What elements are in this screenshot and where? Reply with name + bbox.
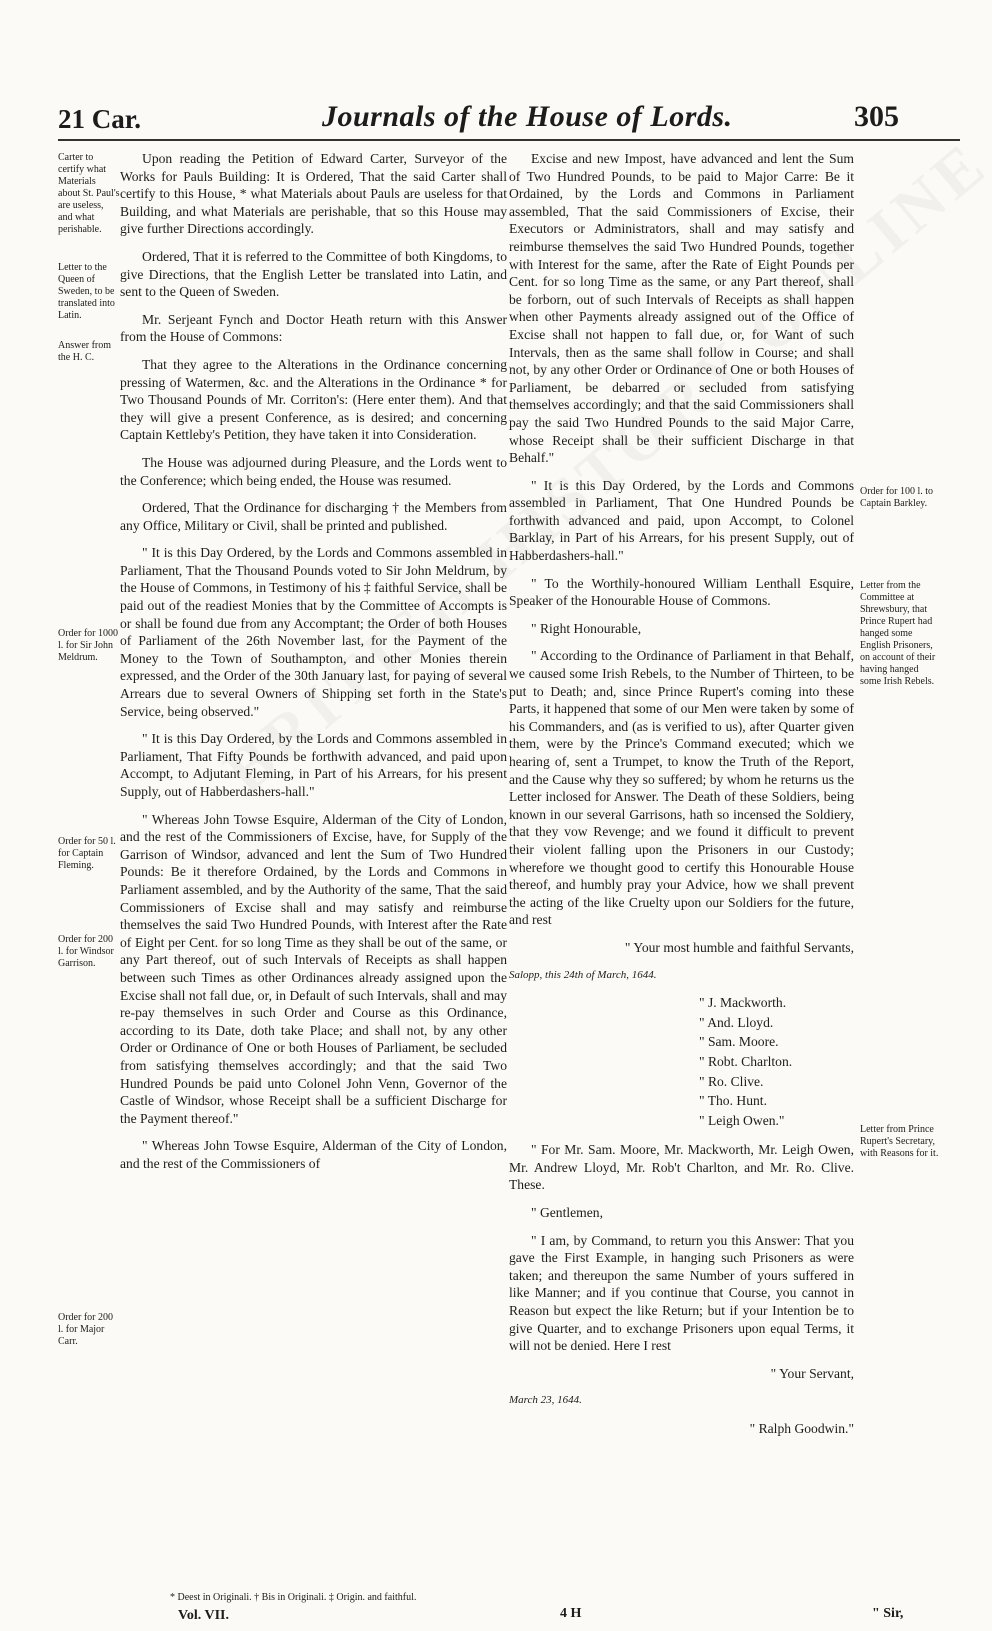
paragraph: " According to the Ordinance of Parliament in that Behalf, we caused some Irish Rebels, to the Number of Thirteen, to be put to Death; and, since Prince Rupert's coming into these Parts, it happened that some of our Men were taken by some of his Commanders, and (as is verified to us), after Quarter given them, were by the Prince's Command executed; which we hearing of, sent a Trumpet, to know the Truth of the Report, and the Cause why they so suffered; by whom he returns us the Letter inclosed for Answer. The Death of these Soldiers, being known in our several Garrisons, hath so incensed the Soldiery, that they vow Revenge; and we found it difficult to prevent their violent falling upon the Prisoners in our Custody; wherefore we thought good to certify this Honourable House thereof, and humbly pray your Advice, how we shall prevent the acting of the like Cruelty upon our Soldiers for the future, and rest bbox=[509, 648, 854, 928]
paragraph: Upon reading the Petition of Edward Carter, Surveyor of the Works for Pauls Building: It is Ordered, That the said Carter shall certify to this House, * what Materials about Pauls are useless for that Building, and what Materials are perishable, that so this House may give further Directions accordingly. bbox=[120, 151, 507, 237]
margin-note-rupert-secretary: Letter from Prince Rupert's Secretary, with Reasons for it. bbox=[860, 1124, 939, 1159]
letter-address: " For Mr. Sam. Moore, Mr. Mackworth, Mr. Leigh Owen, Mr. Andrew Lloyd, Mr. Rob't Charlton, and Mr. Ro. Clive. These. bbox=[509, 1142, 854, 1193]
paragraph: Ordered, That the Ordinance for discharging † the Members from any Office, Military or Civil, shall be printed and published. bbox=[120, 500, 507, 533]
header-title: Journals of the House of Lords. bbox=[322, 100, 733, 133]
signer-name: " Sam. Moore. bbox=[699, 1034, 779, 1050]
paragraph: That they agree to the Alterations in the Ordinance concerning pressing of Watermen, &c. and the Alterations in the Ordinance * for Two Thousand Pounds of Mr. Corriton's: (Here enter them). And that they will give a present Conference, as is desired; and concerning Captain Kettleby's Petition, they have taken it into Consideration. bbox=[120, 356, 507, 443]
letter-salutation: " Gentlemen, bbox=[531, 1205, 603, 1221]
footnotes: * Deest in Originali. † Bis in Originali. ‡ Origin. and faithful. bbox=[170, 1592, 417, 1603]
signer-name: " Leigh Owen." bbox=[699, 1112, 785, 1128]
letter-place-date: Salopp, this 24th of March, 1644. bbox=[509, 968, 657, 981]
signer-name: " And. Lloyd. bbox=[699, 1014, 774, 1030]
paragraph: " Right Honourable, bbox=[531, 620, 642, 636]
paragraph: The House was adjourned during Pleasure, and the Lords went to the Conference; which being ended, the House was resumed. bbox=[120, 454, 507, 488]
paragraph: " Whereas John Towse Esquire, Alderman of the City of London, and the rest of the Commissioners of bbox=[120, 1138, 507, 1171]
letter-body: " I am, by Command, to return you this Answer: That you gave the First Example, in hanging such Prisoners as were taken; and thereupon the same Number of yours suffered in like Manner; and if you continue that Course, you cannot in Reason but expect the like Return; but if your Intention be to give Quarter, and to exchange Prisoners upon equal Terms, it will not be denied. Here I rest bbox=[509, 1232, 854, 1354]
paragraph: " Whereas John Towse Esquire, Alderman of the City of London, and the rest of the Commissioners of Excise, have, for Supply of the Garrison of Windsor, advanced and lent the Sum of Two Hundred Pounds: Be it therefore Ordained, by the Lords and Commons in Parliament assembled, and by the Authority of the same, That the said Commissioners of Excise shall and may satisfy and reimburse themselves the said Two Hundred Pounds, with Interest after the Rate of Eight per Cent. for so long Time as they shall be out of the same, or any Part thereof, out of such Intervals of Receipts as shall happen between such Times as other Ordinances already assigned upon the Excise shall not fall due, or, in Default of such Intervals, shall and may re-pay themselves in such Order and Course as this Ordinance, according to its Date, doth take Place; and shall not, by any other Order or Ordinance of One or both Houses of Parliament, be secluded from satisfying themselves accordingly; and that the said Two Hundred Pounds be paid unto Colonel John Venn, Governor of the Castle of Windsor, whose Receipt shall be a sufficient Discharge for the Payment thereof." bbox=[120, 811, 507, 1126]
signer-name: " J. Mackworth. bbox=[699, 995, 787, 1011]
margin-note-answer: Answer from the H. C. bbox=[58, 340, 112, 363]
paragraph: " To the Worthily-honoured William Lenthall Esquire, Speaker of the Honourable House of Commons. bbox=[509, 575, 854, 609]
column-right bbox=[509, 150, 854, 1448]
margin-note-carr: Order for 200 l. for Major Carr. bbox=[58, 1312, 113, 1347]
paragraph: " It is this Day Ordered, by the Lords and Commons assembled in Parliament, That Fifty Pounds be forthwith advanced, and paid upon Accompt, to Adjutant Fleming, in Part of his Arrears, for his present Supply, out of Habberdashers-hall." bbox=[120, 731, 507, 799]
margin-note-barkley: Order for 100 l. to Captain Barkley. bbox=[860, 486, 934, 509]
volume-number: Vol. VII. bbox=[178, 1608, 229, 1623]
header-rule bbox=[58, 139, 960, 141]
header-page-number: 305 bbox=[854, 100, 899, 133]
column-left bbox=[120, 150, 507, 1182]
signer-name: " Tho. Hunt. bbox=[699, 1093, 767, 1109]
signature-mark: 4 H bbox=[560, 1606, 582, 1621]
margin-note-sweden: Letter to the Queen of Sweden, to be translated into Latin. bbox=[58, 262, 115, 321]
paragraph: " It is this Day Ordered, by the Lords and Commons assembled in Parliament, That the Thousand Pounds voted to Sir John Meldrum, by the House of Commons, in Testimony of his ‡ faithful Service, shall be paid out of the readiest Monies that by the Committee of Accompts is or shall be found due from any Accomptant; the Order of both Houses of Parliament of the 26th November last, for the Payment of the Money to the Town of Southampton, and other Monies therein expressed, and the Order of the 30th January last, for paying of several Arrears due to several Owners of Shipping set forth in the State's Service, being observed." bbox=[120, 545, 507, 719]
signer-name: " Robt. Charlton. bbox=[699, 1053, 793, 1069]
paragraph: Ordered, That it is referred to the Committee of both Kingdoms, to give Directions, that the English Letter be translated into Latin, and sent to the Queen of Sweden. bbox=[120, 248, 507, 300]
header-regnal-year: 21 Car. bbox=[58, 104, 142, 134]
letter-date: March 23, 1644. bbox=[509, 1394, 582, 1407]
letter-signer: " Ralph Goodwin." bbox=[749, 1421, 854, 1436]
letter-closing: " Your Servant, bbox=[770, 1365, 854, 1381]
catchword: " Sir, bbox=[872, 1606, 904, 1621]
margin-note-carter: Carter to certify what Materials about St. Paul's are useless, and what perishable. bbox=[58, 152, 120, 235]
paragraph: Mr. Serjeant Fynch and Doctor Heath return with this Answer from the House of Commons: bbox=[120, 311, 507, 345]
letter-closing: " Your most humble and faithful Servants, bbox=[624, 939, 854, 955]
margin-note-meldrum: Order for 1000 l. for Sir John Meldrum. bbox=[58, 628, 118, 663]
margin-note-shrewsbury: Letter from the Committee at Shrewsbury, that Prince Rupert had hanged some English Prisoners, on account of their having hanged some Irish Rebels. bbox=[860, 580, 936, 687]
signer-name: " Ro. Clive. bbox=[699, 1073, 764, 1089]
margin-note-windsor: Order for 200 l. for Windsor Garrison. bbox=[58, 934, 114, 969]
margin-note-fleming: Order for 50 l. for Captain Fleming. bbox=[58, 836, 116, 871]
paragraph: " It is this Day Ordered, by the Lords and Commons assembled in Parliament, That One Hundred Pounds be forthwith advanced and paid, upon Accompt, to Colonel Barklay, in Part of his Arrears, for his present Supply, out of Habberdashers-hall." bbox=[509, 477, 854, 564]
paragraph: Excise and new Impost, have advanced and lent the Sum of Two Hundred Pounds, to be paid to Major Carre: Be it Ordained, by the Lords and Commons in Parliament assembled, That the said Commissioners of Excise, their Executors or Administrators, shall and may satisfy and reimburse themselves the said Two Hundred Pounds, together with Interest for the same, after the Rate of Eight Pounds per Cent. for so long Time as the same, or any Part thereof, shall be forborn, out of such Intervals of Receipts as shall happen when other Payments already assigned out of the Office of Excise shall not happen to fall due, or, for Want of such Intervals, then as the same shall follow in Course; and shall not, by any other Order or Ordinance of One or both Houses of Parliament, be debarred or secluded from satisfying themselves accordingly; and that the said Commissioners shall pay the said Two Hundred Pounds to the said Major Carre, whose Receipt shall be their sufficient Discharge in that Behalf." bbox=[509, 151, 854, 466]
